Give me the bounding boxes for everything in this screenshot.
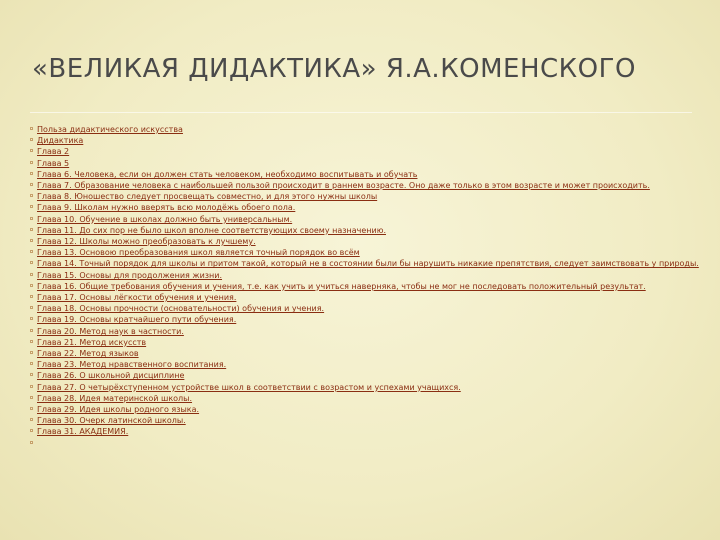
list-item — [30, 158, 702, 169]
list-item — [30, 214, 702, 225]
bullet-icon — [30, 239, 33, 242]
bullet-icon — [30, 407, 33, 410]
chapter-link[interactable]: Глава 6. Человека, если он должен стать человеком, необходимо воспитывать и обучать — [37, 169, 418, 179]
chapter-link[interactable]: Глава 23. Метод нравственного воспитания. — [37, 360, 227, 370]
bullet-icon — [30, 228, 33, 231]
bullet-icon — [30, 138, 33, 141]
list-item — [30, 337, 702, 348]
chapter-link[interactable]: Глава 13. Основою преобразования школ является точный порядок во всём — [37, 248, 360, 258]
bullet-icon — [30, 284, 33, 287]
chapter-link[interactable]: Глава 27. О четырёхступенном устройстве школ в соответствии с возрастом и успехами учащихся. — [37, 382, 461, 392]
list-item — [30, 236, 702, 247]
list-item — [30, 426, 702, 437]
list-item — [30, 258, 702, 269]
list-item — [30, 404, 702, 415]
bullet-icon — [30, 329, 33, 332]
chapter-link[interactable]: Дидактика — [37, 136, 84, 146]
chapter-link[interactable]: Глава 10. Обучение в школах должно быть универсальным. — [37, 214, 293, 224]
chapter-link[interactable]: Глава 21. Метод искусств — [37, 337, 147, 347]
chapter-link[interactable]: Глава 28. Идея материнской школы. — [37, 393, 193, 403]
bullet-icon — [30, 317, 33, 320]
chapter-link[interactable]: Глава 22. Метод языков — [37, 349, 139, 359]
chapter-link[interactable]: Глава 12. Школы можно преобразовать к лучшему. — [37, 237, 256, 247]
chapter-link[interactable]: Глава 30. Очерк латинской школы. — [37, 416, 186, 426]
bullet-icon — [30, 194, 33, 197]
bullet-icon — [30, 172, 33, 175]
chapter-link[interactable]: Глава 20. Метод наук в частности. — [37, 326, 184, 336]
chapter-link[interactable]: Глава 14. Точный порядок для школы и притом такой, который не в состоянии были бы нарушить никакие препятствия, следует заимствовать у природы. — [37, 259, 699, 269]
list-item — [30, 135, 702, 146]
bullet-icon — [30, 385, 33, 388]
list-item — [30, 281, 702, 292]
bullet-icon — [30, 295, 33, 298]
bullet-icon — [30, 127, 33, 130]
bullet-icon — [30, 261, 33, 264]
list-item — [30, 169, 702, 180]
chapter-link[interactable]: Глава 8. Юношество следует просвещать совместно, и для этого нужны школы — [37, 192, 378, 202]
chapter-link[interactable]: Польза дидактического искусства — [37, 125, 183, 134]
chapter-link[interactable]: Глава 2 — [37, 147, 70, 157]
chapter-link[interactable]: Глава 9. Школам нужно вверять всю молодёжь обоего пола. — [37, 203, 296, 213]
chapter-link[interactable]: Глава 26. О школьной дисциплине — [37, 371, 185, 381]
list-item — [30, 270, 702, 281]
list-item — [30, 180, 702, 191]
list-item — [30, 202, 702, 213]
bullet-icon — [30, 418, 33, 421]
slide-title: «ВЕЛИКАЯ ДИДАКТИКА» Я.А.КОМЕНСКОГО — [32, 54, 636, 84]
chapter-link[interactable]: Глава 11. До сих пор не было школ вполне соответствующих своему назначению. — [37, 225, 386, 235]
list-item — [30, 438, 702, 449]
chapter-link[interactable]: Глава 31. АКАДЕМИЯ. — [37, 427, 129, 437]
chapter-link[interactable]: Глава 18. Основы прочности (основательности) обучения и учения. — [37, 304, 325, 314]
list-item — [30, 370, 702, 381]
list-item — [30, 124, 702, 135]
chapter-link[interactable]: Глава 19. Основы кратчайшего пути обучения. — [37, 315, 237, 325]
chapter-link[interactable]: Глава 5 — [37, 158, 70, 168]
list-item — [30, 225, 702, 236]
chapter-link[interactable]: Глава 15. Основы для продолжения жизни. — [37, 270, 223, 280]
chapter-link[interactable]: Глава 29. Идея школы родного языка. — [37, 405, 200, 415]
list-item — [30, 303, 702, 314]
bullet-icon — [30, 205, 33, 208]
bullet-icon — [30, 351, 33, 354]
list-item — [30, 292, 702, 303]
list-item — [30, 393, 702, 404]
bullet-icon — [30, 373, 33, 376]
bullet-icon — [30, 273, 33, 276]
bullet-icon — [30, 149, 33, 152]
bullet-icon — [30, 396, 33, 399]
bullet-icon — [30, 217, 33, 220]
bullet-icon — [30, 441, 33, 444]
list-item — [30, 348, 702, 359]
list-item — [30, 382, 702, 393]
bullet-icon — [30, 183, 33, 186]
chapter-list — [30, 124, 702, 449]
list-item — [30, 247, 702, 258]
chapter-link[interactable]: Глава 17. Основы лёгкости обучения и учения. — [37, 293, 237, 303]
bullet-icon — [30, 161, 33, 164]
bullet-icon — [30, 340, 33, 343]
bullet-icon — [30, 362, 33, 365]
chapter-link[interactable]: Глава 16. Общие требования обучения и учения, т.е. как учить и учиться наверняка, чтобы не мог не последовать положительный результат. — [37, 281, 646, 291]
list-item — [30, 191, 702, 202]
title-divider — [30, 112, 692, 113]
chapter-link[interactable]: Глава 7. Образование человека с наибольшей пользой происходит в раннем возрасте. Оно даже только в этом возрасте и может происходить. — [37, 181, 650, 191]
list-item — [30, 359, 702, 370]
list-item — [30, 146, 702, 157]
list-item — [30, 415, 702, 426]
list-item — [30, 314, 702, 325]
list-item — [30, 326, 702, 337]
bullet-icon — [30, 429, 33, 432]
bullet-icon — [30, 250, 33, 253]
bullet-icon — [30, 306, 33, 309]
